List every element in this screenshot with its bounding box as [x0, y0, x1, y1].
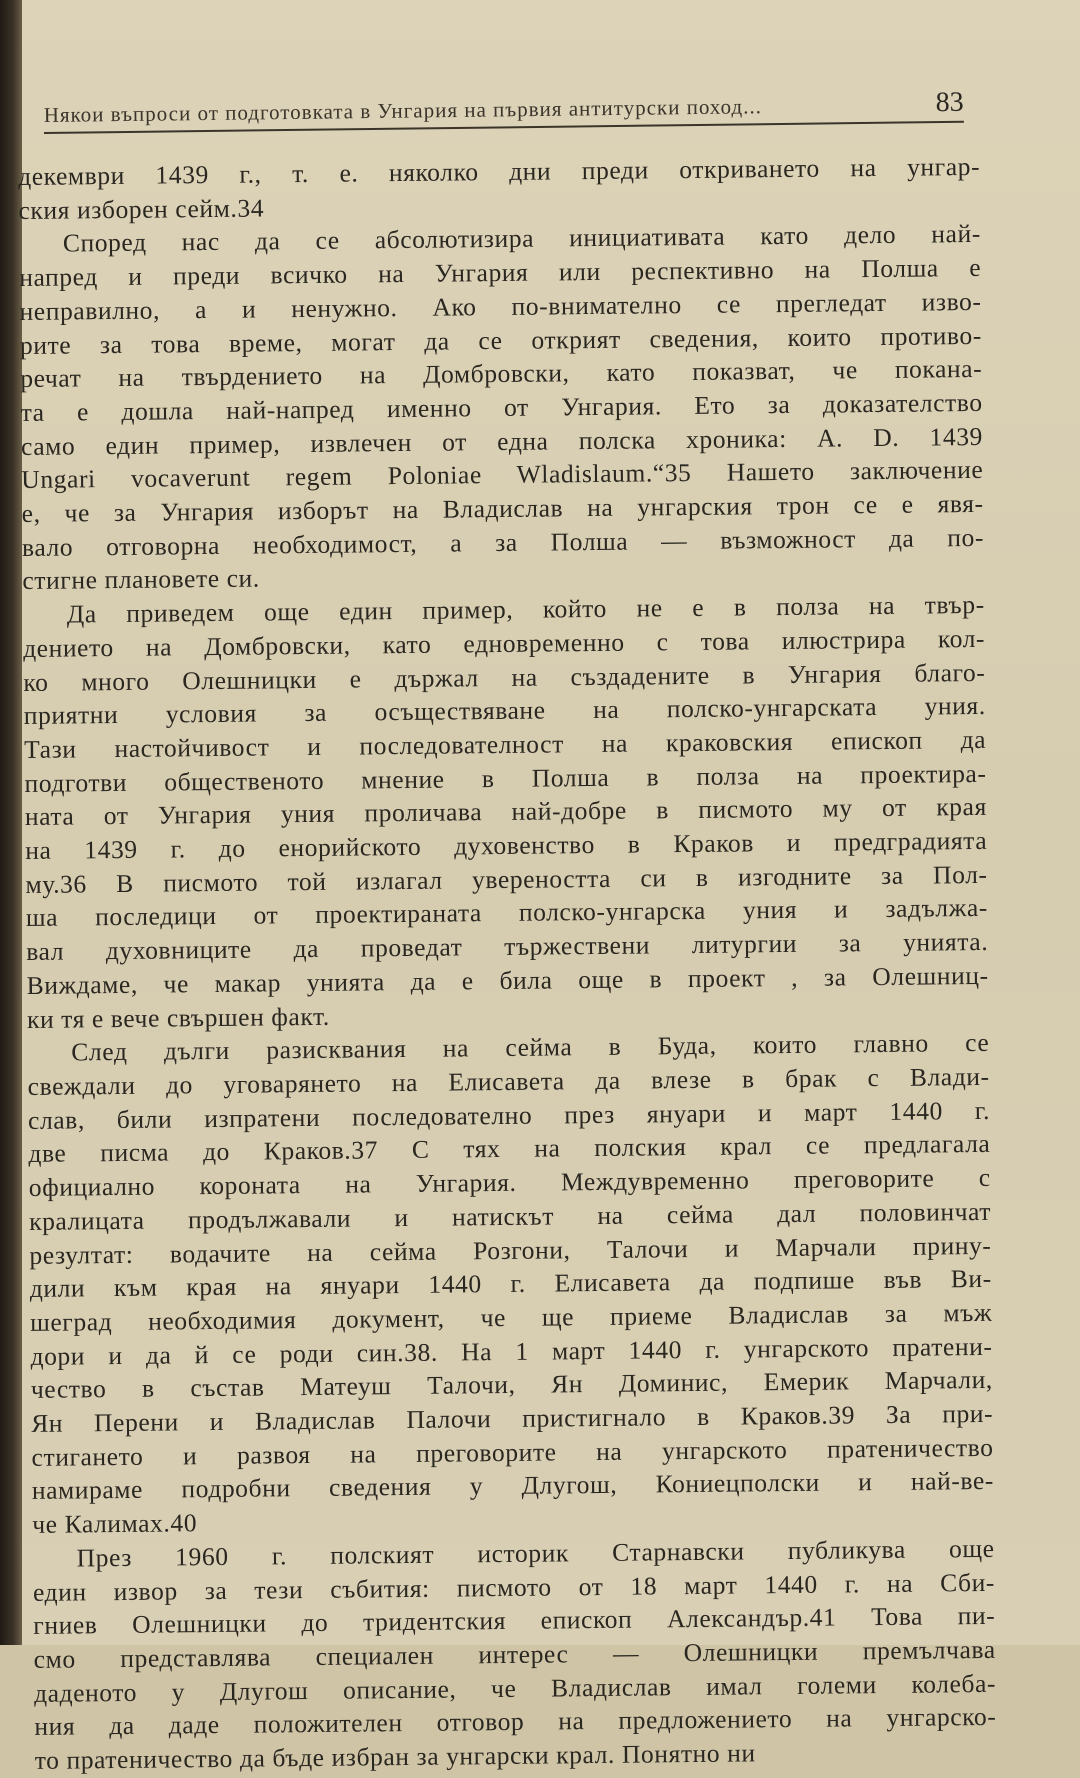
text-line: подготви общественото мнение в Полша в полза на проектира-: [24, 758, 987, 798]
text-line: Ungari vocaverunt regem Poloniae Wladislaum.“35 Нашето заключение: [21, 455, 984, 495]
text-line: официално короната на Унгария. Междувременно преговорите с: [28, 1162, 991, 1203]
text-line: През 1960 г. полският историк Старнавски публикува още: [76, 1533, 995, 1573]
text-line: намираме подробни сведения у Длугош, Кониецполски и най-ве-: [31, 1466, 995, 1506]
text-line: на 1439 г. до енорийското духовенство в Краков и предградията: [25, 825, 988, 866]
text-line: резултат: водачите на сейма Розгони, Талочи и Марчали прину-: [29, 1230, 992, 1270]
text-line: че Калимах.40: [32, 1508, 198, 1540]
text-line: рите за това време, могат да се открият сведения, които противо-: [19, 320, 983, 360]
paragraph: [18, 150, 981, 227]
text-line: ния да даде положителен отговор на предложението на унгарско-: [34, 1702, 997, 1742]
text-line: само един пример, извлечен от една полска хроника: A. D. 1439: [20, 421, 984, 461]
text-line: чество в състав Матеуш Талочи, Ян Доминис, Емерик Марчали,: [30, 1365, 993, 1405]
text-line: стигането и развоя на преговорите на унгарското пратеничество: [31, 1432, 994, 1472]
text-line: стигне плановете си.: [22, 563, 260, 596]
text-line: е, че за Унгария изборът на Владислав на унгарския трон се е явя-: [21, 488, 984, 529]
paragraph: [27, 1026, 994, 1542]
body-text: [18, 150, 997, 1778]
paragraph: [32, 1532, 996, 1778]
page-number: 83: [935, 86, 964, 119]
text-line: дението на Домбровски, като едновременно с това илюстрира кол-: [22, 623, 986, 663]
text-line: слав, били изпратени последователно през януари и март 1440 г.: [27, 1095, 991, 1135]
text-line: декември 1439 г., т. е. няколко дни преди откриването на унгар-: [18, 151, 981, 191]
paragraph: [19, 217, 985, 598]
text-line: кралицата продължавали и натискът на сейма дал половинчат: [28, 1196, 992, 1236]
text-line: Тази настойчивост и последователност на краковския епископ да: [24, 724, 987, 764]
text-line: даденото у Длугош описание, че Владислав имал големи колеба-: [33, 1668, 997, 1708]
text-line: та е дошла най-напред именно от Унгария. Ето за доказателство: [20, 387, 983, 427]
text-line: вал духовниците да проведат тържествени литургии за унията.: [26, 927, 989, 967]
text-line: Виждаме, че макар унията да е била още в проект , за Олешниц-: [26, 960, 989, 1000]
text-line: напред и преди всичко на Унгария или респективно на Полша е: [19, 253, 982, 293]
text-line: дори и да й се роди син.38. На 1 март 1440 г. унгарското пратени-: [30, 1331, 993, 1371]
text-line: свеждали до уговарянето на Елисавета да влезе в брак с Влади-: [27, 1061, 990, 1101]
text-line: две писма до Краков.37 С тях на полския крал се предлагала: [28, 1129, 991, 1169]
text-line: След дълги разисквания на сейма в Буда, които главно се: [71, 1028, 990, 1067]
text-line: речат на твърдението на Домбровски, като показват, че покана-: [20, 354, 983, 394]
text-line: приятни условия за осъществяване на полско-унгарската уния.: [23, 691, 986, 731]
text-line: ския изборен сейм.34: [18, 193, 265, 225]
text-line: му.36 В писмото той излагал увереността си в изгодните за Пол-: [25, 859, 988, 899]
text-line: смо представлява специален интерес — Олешницки премълчава: [33, 1634, 996, 1674]
text-line: дили към края на януари 1440 г. Елисавета да подпише във Ви-: [29, 1264, 992, 1304]
text-line: шеград необходимия документ, че ще приеме Владислав за мъж: [30, 1297, 993, 1337]
text-line: Според нас да се абсолютизира инициативата като дело най-: [62, 219, 981, 258]
text-line: неправилно, а и ненужно. Ако по-внимателно се прегледат изво-: [19, 286, 982, 326]
text-line: един извор за тези събития: писмото от 18 март 1440 г. на Сби-: [32, 1567, 996, 1607]
text-line: ната от Унгария уния проличава най-добре в писмото му от края: [24, 792, 987, 832]
text-line: Ян Перени и Владислав Палочи пристигнало в Краков.39 За при-: [31, 1398, 994, 1438]
text-line: то пратеничество да бъде избран за унгарски крал. Понятно ни: [34, 1738, 756, 1775]
text-line: ша последици от проектираната полско-унгарска уния и задължа-: [25, 893, 989, 933]
running-title: Някои въпроси от подготовката в Унгария на първия антитурски поход...: [43, 94, 763, 128]
text-line: ки тя е вече свършен факт.: [26, 1001, 330, 1034]
text-line: вало отговорна необходимост, а за Полша — възможност да по-: [21, 522, 985, 562]
running-head: [43, 81, 963, 134]
text-line: гниев Олешницки до тридентския епископ Александър.41 Това пи-: [33, 1601, 996, 1641]
text-line: Да приведем още един пример, който не е в полза на твър-: [66, 590, 985, 629]
paragraph: [23, 588, 990, 1036]
text-line: ко много Олешницки е държал на създадените в Унгария благо-: [23, 657, 986, 697]
